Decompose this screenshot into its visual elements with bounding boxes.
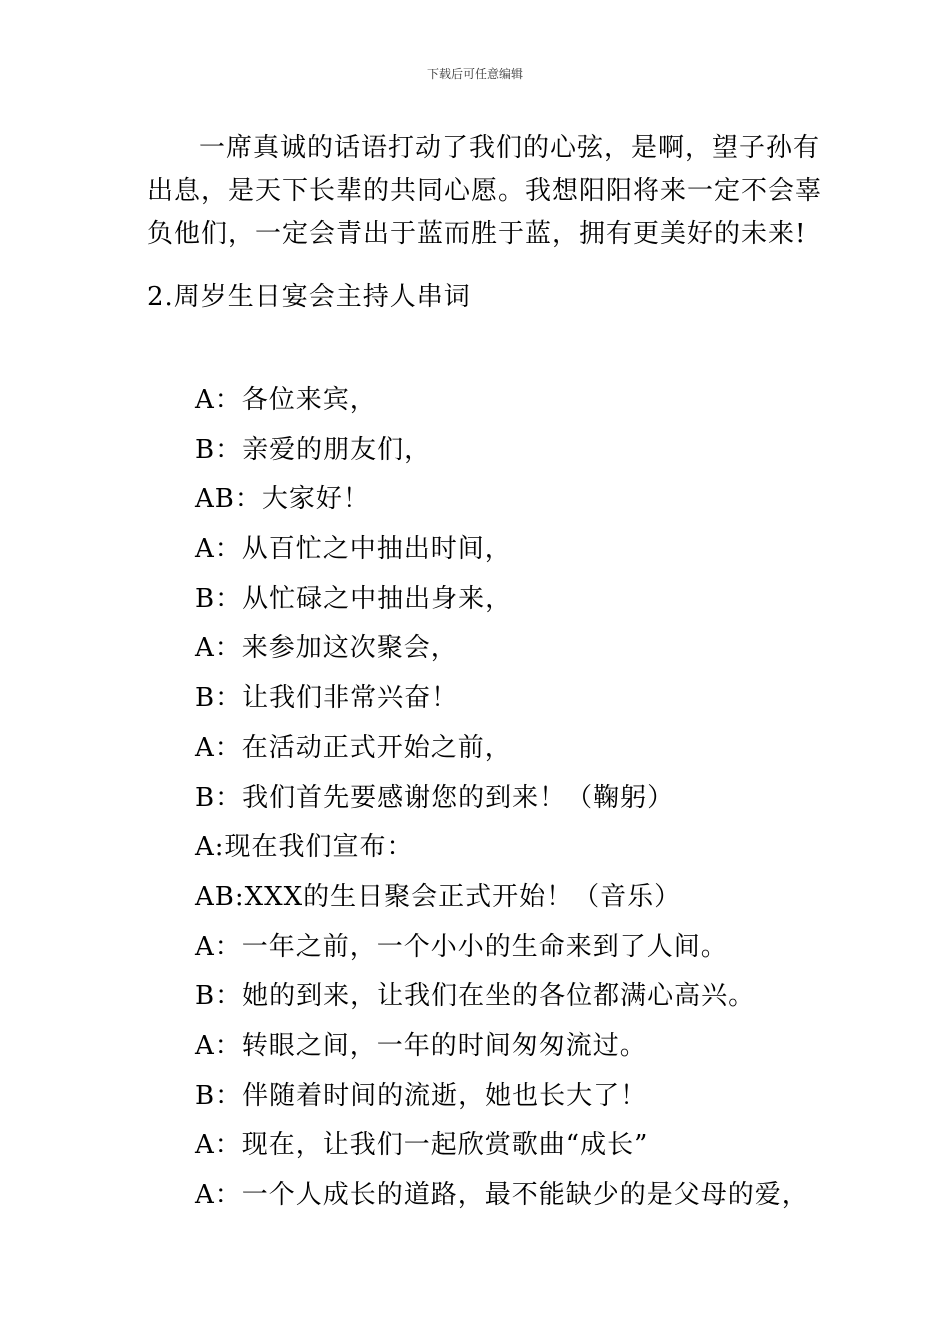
dialogue-line: A：在活动正式开始之前， — [195, 732, 512, 763]
dialogue-line: A：各位来宾， — [195, 385, 377, 415]
paragraph-line: 负他们，一定会青出于蓝而胜于蓝，拥有更美好的未来! — [147, 219, 807, 249]
dialogue-line: B：让我们非常兴奋！ — [195, 683, 459, 714]
section-title: 2.周岁生日宴会主持人串词 — [147, 282, 471, 312]
dialogue-line: A：一年之前，一个小小的生命来到了人间。 — [195, 931, 728, 962]
dialogue-line: B：伴随着时间的流逝，她也长大了！ — [195, 1080, 648, 1111]
dialogue-line: A：从百忙之中抽出时间， — [195, 534, 512, 565]
dialogue-line: B：从忙碌之中抽出身来， — [195, 583, 513, 614]
dialogue-line: A：现在，让我们一起欣赏歌曲“成长” — [195, 1130, 649, 1161]
dialogue-line: A:现在我们宣布： — [195, 832, 414, 863]
paragraph-line: 出息，是天下长辈的共同心愿。我想阳阳将来一定不会辜 — [147, 176, 823, 206]
dialogue-line: AB：大家好！ — [195, 484, 370, 515]
dialogue-line: B：她的到来，让我们在坐的各位都满心高兴。 — [195, 981, 756, 1012]
dialogue-line: A：一个人成长的道路，最不能缺少的是父母的爱， — [195, 1180, 809, 1210]
dialogue-line: B：我们首先要感谢您的到来！（鞠躬） — [195, 782, 675, 813]
dialogue-line: A：来参加这次聚会， — [195, 633, 458, 664]
dialogue-line: B：亲爱的朋友们， — [195, 434, 432, 465]
body-paragraph — [147, 127, 823, 256]
paragraph-line: 一席真诚的话语打动了我们的心弦，是啊，望子孙有 — [199, 133, 821, 163]
dialogue-line: A：转眼之间，一年的时间匆匆流过。 — [195, 1030, 647, 1061]
dialogue-line: AB:XXX的生日聚会正式开始！（音乐） — [195, 881, 682, 912]
dialogue-list — [195, 376, 835, 1221]
page-header: 下载后可任意编辑 — [426, 67, 523, 81]
